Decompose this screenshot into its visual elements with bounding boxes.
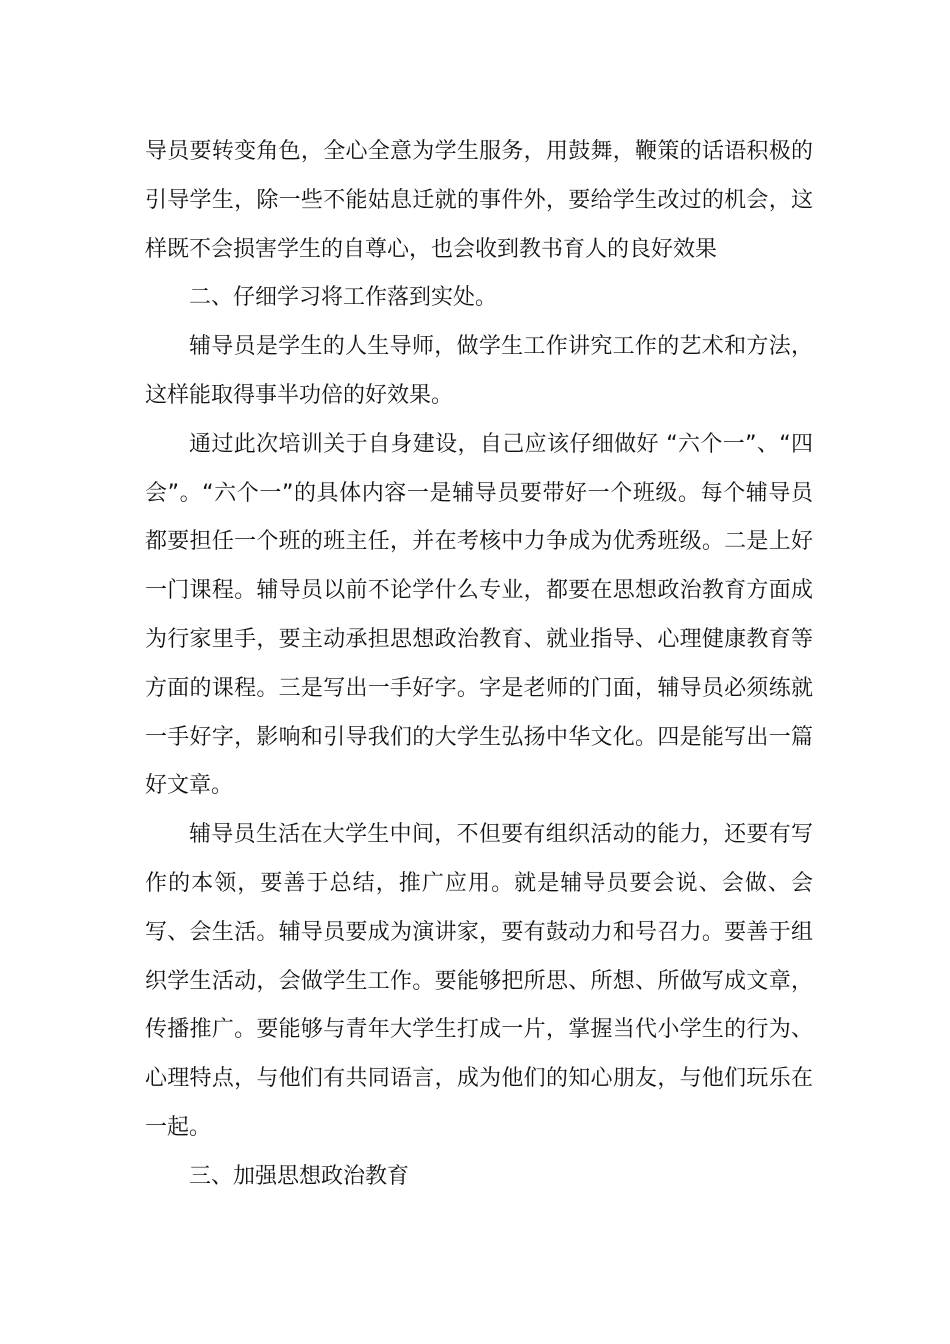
section-heading-3: 三、加强思想政治教育 xyxy=(189,1163,410,1189)
document-body xyxy=(145,128,813,1202)
section-heading-2: 二、仔细学习将工作落到实处。 xyxy=(189,285,498,311)
paragraph-4: 通过此次培训关于自身建设，自己应该仔细做好 “六个一”、“四会”。“六个一”的具体内容一是辅导员要带好一个班级。每个辅导员都要担任一个班的班主任，并在考核中力争成为优秀班级。二是上好一门课程。辅导员以前不论学什么专业，都要在思想政治教育方面成为行家里手，要主动承担思想政治教育、就业指导、心理健康教育等方面的课程。三是写出一手好字。字是老师的门面，辅导员必须练就一手好字，影响和引导我们的大学生弘扬中华文化。四是能写出一篇好文章。 xyxy=(145,431,813,799)
paragraph-3: 辅导员是学生的人生导师，做学生工作讲究工作的艺术和方法，这样能取得事半功倍的好效果。 xyxy=(145,334,813,408)
paragraph-1: 导员要转变角色，全心全意为学生服务，用鼓舞，鞭策的话语积极的引导学生，除一些不能姑息迁就的事件外，要给学生改过的机会，这样既不会损害学生的自尊心，也会收到教书育人的良好效果 xyxy=(145,139,813,262)
paragraph-5: 辅导员生活在大学生中间，不但要有组织活动的能力，还要有写作的本领，要善于总结，推广应用。就是辅导员要会说、会做、会写、会生活。辅导员要成为演讲家，要有鼓动力和号召力。要善于组织学生活动，会做学生工作。要能够把所思、所想、所做写成文章，传播推广。要能够与青年大学生打成一片，掌握当代小学生的行为、心理特点，与他们有共同语言，成为他们的知心朋友，与他们玩乐在一起。 xyxy=(145,822,813,1140)
